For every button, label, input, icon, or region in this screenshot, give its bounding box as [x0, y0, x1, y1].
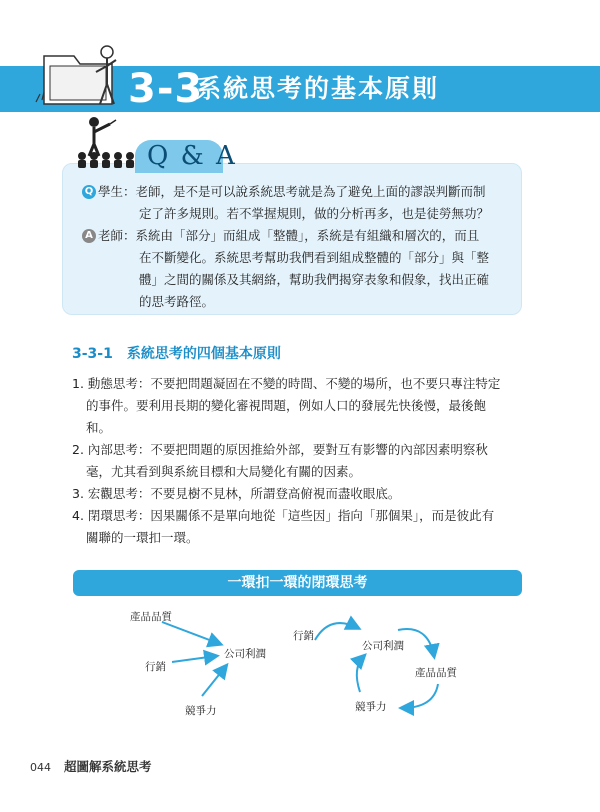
node-profit: 公司利潤 [224, 648, 266, 660]
principle-line: 毫，尤其看到與系統目標和大局變化有關的因素。 [86, 464, 362, 479]
principle-line: 1. 動態思考：不要把問題凝固在不變的時間、不變的場所，也不要只專注特定 [72, 376, 501, 391]
teacher-line: 體」之間的關係及其網絡，幫助我們揭穿表象和假象，找出正確 [139, 272, 490, 287]
principle-line: 3. 宏觀思考：不要見樹不見林，所謂登高俯視而盡收眼底。 [72, 486, 401, 501]
node-sales: 行銷 [145, 661, 166, 673]
subsection-title: 系統思考的四個基本原則 [126, 346, 281, 362]
arrow-sales-to-profit [172, 656, 216, 662]
node-competition: 競爭力 [185, 705, 217, 717]
subsection-heading [72, 343, 281, 365]
qa-label: Q & A [147, 141, 237, 171]
section-number: 3-3 [128, 66, 204, 112]
principle-line: 關聯的一環扣一環。 [86, 530, 199, 545]
arrow-quality-to-profit [162, 622, 220, 644]
node-quality: 產品品質 [415, 667, 457, 679]
teacher-line: 在不斷變化。系統思考幫助我們看到組成整體的「部分」與「整 [139, 250, 490, 265]
folder-person-icon [30, 34, 120, 116]
teacher-badge: A [82, 229, 96, 243]
principle-line: 和。 [86, 420, 112, 435]
principle-line: 的事件。要利用長期的變化審視問題，例如人口的發展先快後慢，最後飽 [86, 398, 487, 413]
arrow-quality-to-competition-loop [402, 684, 438, 708]
node-competition: 競爭力 [355, 701, 387, 713]
node-sales: 行銷 [293, 630, 314, 642]
principle-line: 4. 閉環思考：因果關係不是單向地從「這些因」指向「那個果」，而是彼此有 [72, 508, 495, 523]
student-line: 學生：老師，是不是可以說系統思考就是為了避免上面的謬誤判斷而制 [98, 184, 486, 199]
book-title: 超圖解系統思考 [64, 759, 152, 774]
teacher-line: 老師：系統由「部分」而組成「整體」，系統是有組織和層次的，而且 [98, 228, 480, 243]
arrow-competition-to-profit-loop [357, 656, 364, 692]
arrow-sales-to-profit-loop [315, 623, 358, 640]
teacher-line: 的思考路徑。 [139, 294, 215, 309]
diagram-title: 一環扣一環的閉環思考 [227, 575, 368, 591]
subsection-number: 3-3-1 [72, 346, 113, 362]
section-title: 系統思考的基本原則 [196, 74, 440, 103]
arrow-competition-to-profit [202, 666, 226, 696]
page-number: 044 [30, 761, 51, 774]
student-line: 定了許多規則。若不掌握規則，做的分析再多，也是徒勞無功？ [139, 206, 490, 221]
node-quality: 產品品質 [130, 611, 172, 623]
principle-line: 2. 內部思考：不要把問題的原因推給外部，要對互有影響的內部因素明察秋 [72, 442, 488, 457]
node-profit: 公司利潤 [362, 640, 404, 652]
student-badge: Q [82, 185, 96, 199]
